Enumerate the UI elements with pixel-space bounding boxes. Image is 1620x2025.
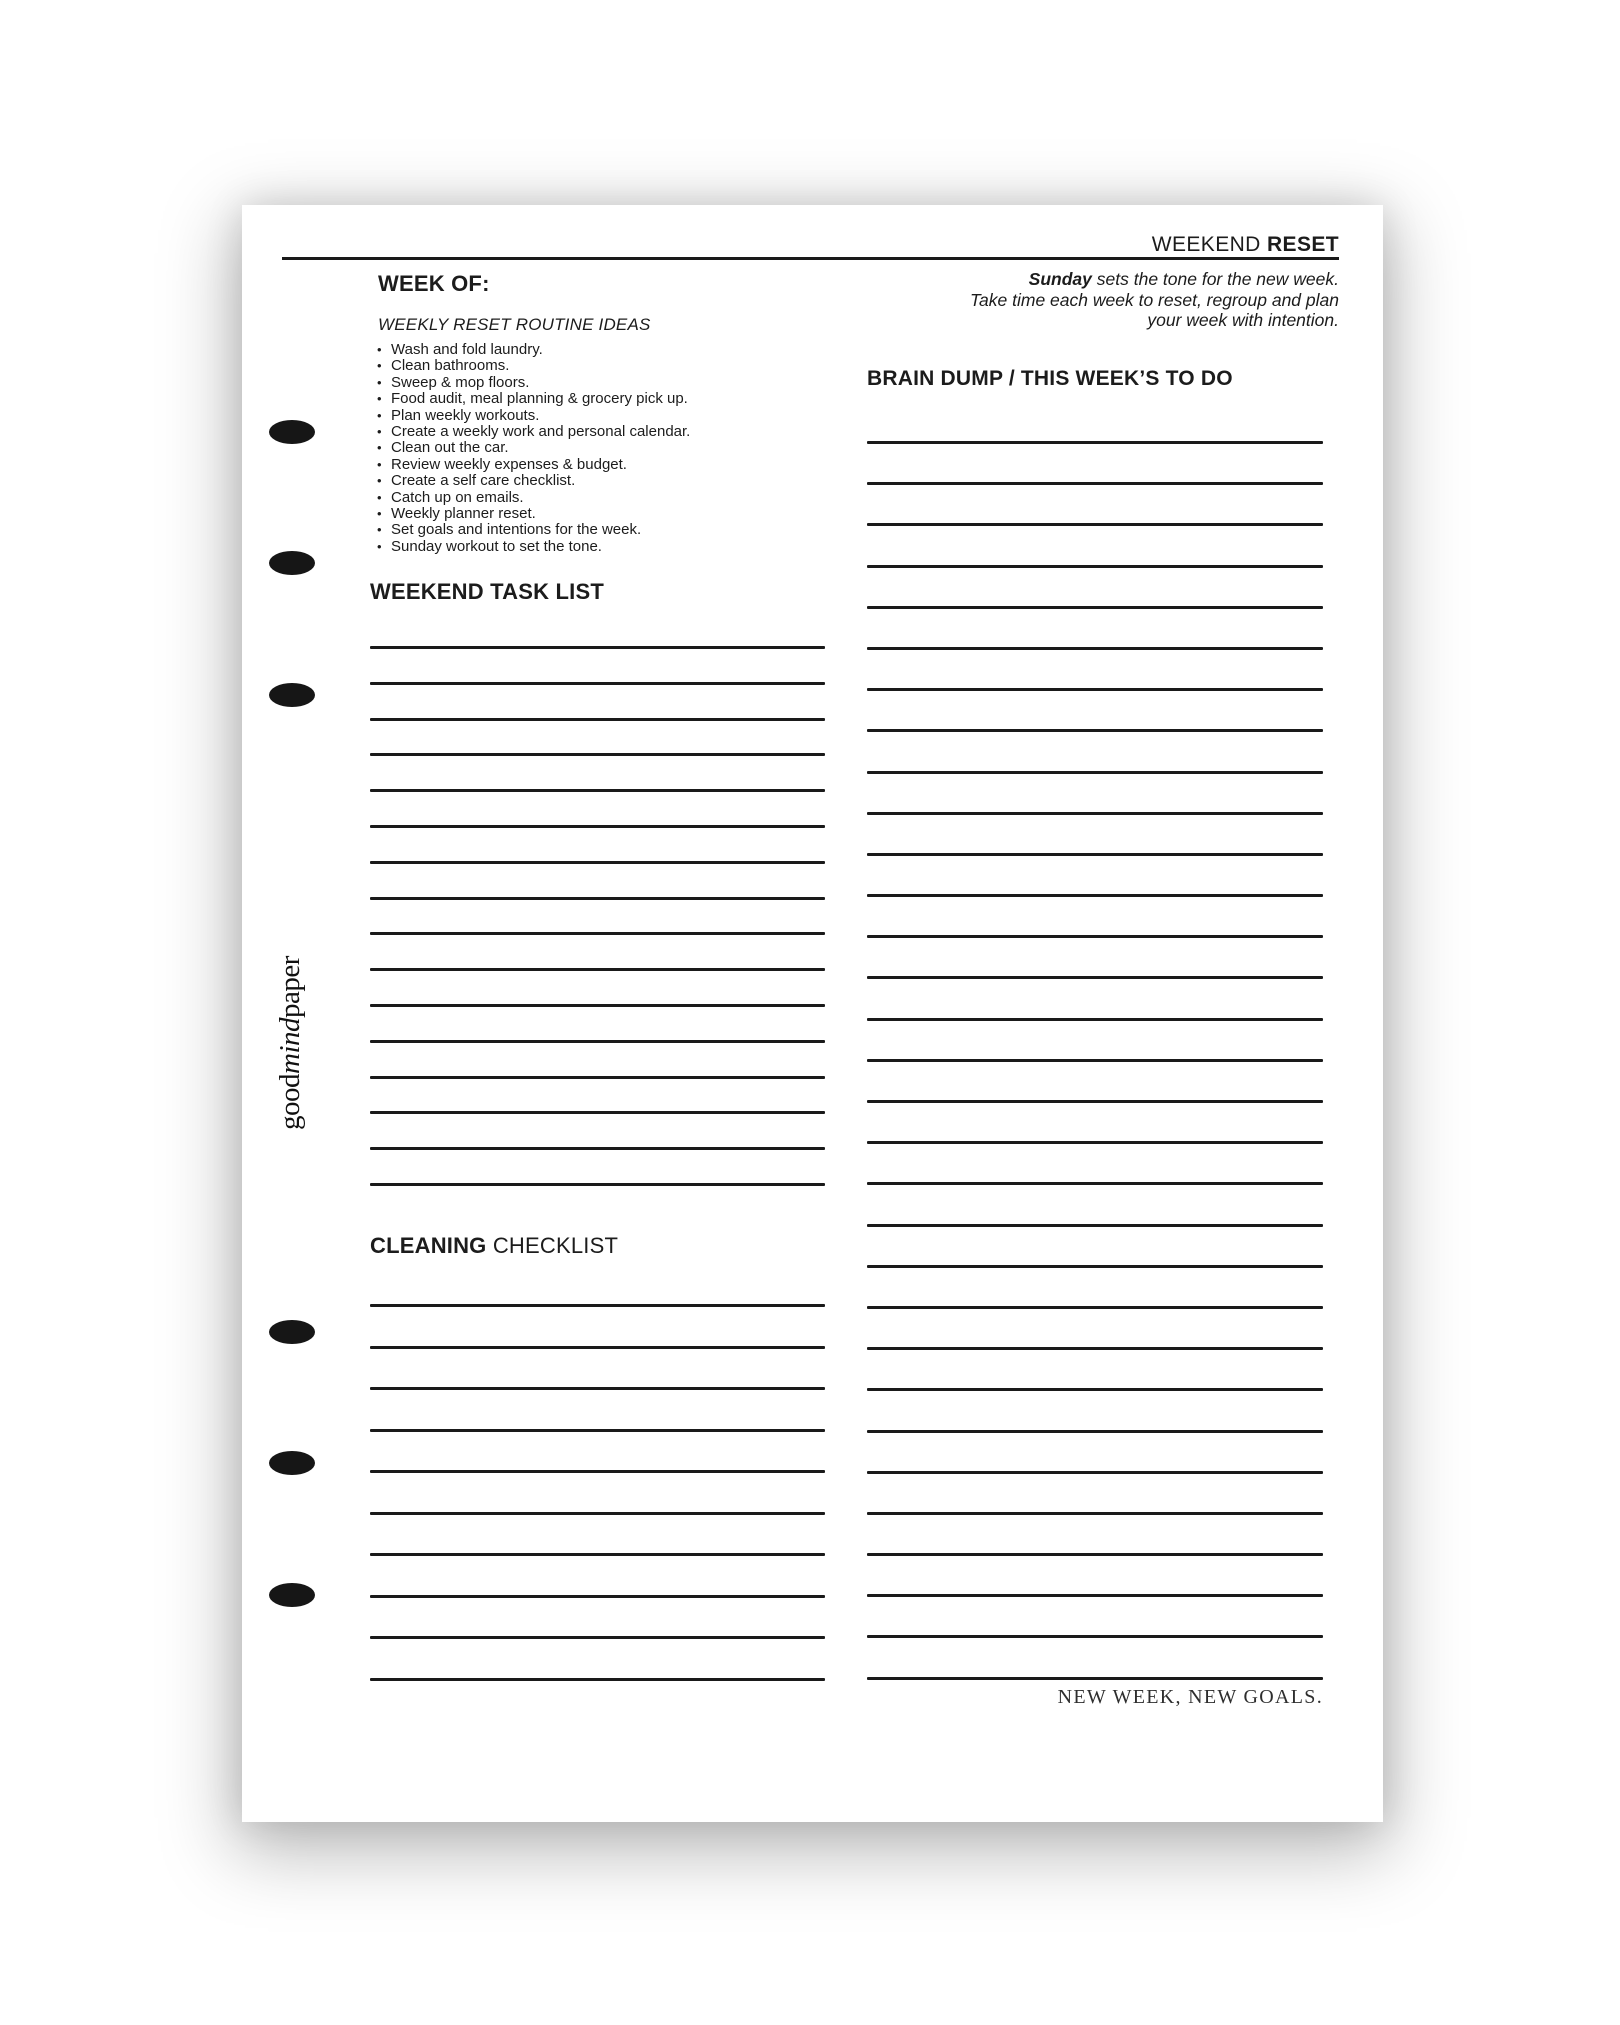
writing-line bbox=[370, 1387, 825, 1390]
bullet-icon: • bbox=[377, 374, 382, 390]
routine-item-text: Set goals and intentions for the week. bbox=[391, 521, 642, 539]
writing-line bbox=[370, 932, 825, 935]
routine-ideas-list bbox=[370, 342, 840, 555]
writing-line bbox=[867, 523, 1323, 526]
writing-line bbox=[370, 1512, 825, 1515]
routine-item-text: Plan weekly workouts. bbox=[391, 406, 540, 424]
writing-line bbox=[370, 825, 825, 828]
writing-line bbox=[370, 753, 825, 756]
writing-line bbox=[370, 1553, 825, 1556]
cleaning-heading-rest: CHECKLIST bbox=[492, 1233, 619, 1258]
header-rule bbox=[282, 257, 1339, 260]
intro-line-2: Take time each week to reset, regroup and plan bbox=[969, 289, 1339, 310]
writing-line bbox=[370, 1595, 825, 1598]
writing-line bbox=[867, 1265, 1323, 1268]
brain-dump-lines bbox=[867, 441, 1323, 1680]
cleaning-checklist-heading bbox=[370, 1233, 618, 1259]
binder-hole bbox=[269, 1451, 315, 1475]
routine-item bbox=[370, 408, 840, 424]
writing-line bbox=[370, 718, 825, 721]
bullet-icon: • bbox=[377, 440, 382, 456]
writing-line bbox=[867, 894, 1323, 897]
routine-item bbox=[370, 440, 840, 456]
writing-line bbox=[867, 606, 1323, 609]
routine-item-text: Catch up on emails. bbox=[391, 488, 524, 506]
page-title-prefix: WEEKEND bbox=[1151, 233, 1261, 256]
cleaning-checklist-lines bbox=[370, 1304, 825, 1681]
planner-page bbox=[242, 205, 1383, 1822]
intro-line-1 bbox=[867, 269, 1339, 290]
writing-line bbox=[370, 1147, 825, 1150]
writing-line bbox=[867, 565, 1323, 568]
page-title bbox=[1152, 234, 1339, 256]
routine-item bbox=[370, 342, 840, 358]
writing-line bbox=[867, 1141, 1323, 1144]
writing-line bbox=[867, 482, 1323, 485]
bullet-icon: • bbox=[377, 473, 382, 489]
writing-line bbox=[867, 1471, 1323, 1474]
writing-line bbox=[867, 853, 1323, 856]
bullet-icon: • bbox=[377, 538, 382, 554]
writing-line bbox=[867, 812, 1323, 815]
intro-line-1-rest: sets the tone for the new week. bbox=[1096, 269, 1339, 289]
routine-item bbox=[370, 539, 840, 555]
routine-item-text: Sweep & mop floors. bbox=[391, 373, 530, 391]
routine-item-text: Weekly planner reset. bbox=[391, 505, 536, 523]
binder-hole bbox=[269, 1583, 315, 1607]
writing-line bbox=[370, 1346, 825, 1349]
routine-item bbox=[370, 358, 840, 374]
bullet-icon: • bbox=[377, 407, 382, 423]
writing-line bbox=[370, 1636, 825, 1639]
writing-line bbox=[867, 647, 1323, 650]
routine-item-text: Create a self care checklist. bbox=[391, 472, 576, 490]
routine-item-text: Food audit, meal planning & grocery pick up. bbox=[391, 390, 688, 408]
writing-line bbox=[867, 1553, 1323, 1556]
brand-segment-paper: paper bbox=[274, 956, 306, 1018]
binder-hole bbox=[269, 1320, 315, 1344]
routine-item bbox=[370, 522, 840, 538]
writing-line bbox=[867, 1224, 1323, 1227]
routine-item bbox=[370, 375, 840, 391]
writing-line bbox=[370, 1111, 825, 1114]
weekend-task-lines bbox=[370, 646, 825, 1186]
writing-line bbox=[867, 976, 1323, 979]
writing-line bbox=[867, 1388, 1323, 1391]
writing-line bbox=[867, 1306, 1323, 1309]
writing-line bbox=[867, 935, 1323, 938]
routine-item bbox=[370, 424, 840, 440]
writing-line bbox=[867, 1182, 1323, 1185]
writing-line bbox=[370, 861, 825, 864]
brand-logo bbox=[274, 938, 307, 1130]
writing-line bbox=[867, 1635, 1323, 1638]
writing-line bbox=[370, 897, 825, 900]
bullet-icon: • bbox=[377, 506, 382, 522]
writing-line bbox=[867, 1347, 1323, 1350]
writing-line bbox=[867, 1100, 1323, 1103]
writing-line bbox=[867, 1594, 1323, 1597]
routine-item bbox=[370, 506, 840, 522]
routine-item-text: Clean out the car. bbox=[391, 439, 509, 457]
writing-line bbox=[370, 968, 825, 971]
routine-item-text: Create a weekly work and personal calendar. bbox=[391, 423, 691, 441]
writing-line bbox=[867, 1677, 1323, 1680]
writing-line bbox=[370, 1470, 825, 1473]
intro-line-3: your week with intention. bbox=[1147, 310, 1339, 330]
writing-line bbox=[867, 771, 1323, 774]
writing-line bbox=[867, 688, 1323, 691]
brand-segment-good: good bbox=[274, 1074, 306, 1130]
routine-item-text: Clean bathrooms. bbox=[391, 357, 510, 375]
writing-line bbox=[867, 1059, 1323, 1062]
intro-text bbox=[867, 269, 1339, 331]
writing-line bbox=[370, 682, 825, 685]
bullet-icon: • bbox=[377, 391, 382, 407]
writing-line bbox=[370, 1304, 825, 1307]
brand-segment-mind: mind bbox=[274, 1018, 306, 1074]
routine-item bbox=[370, 473, 840, 489]
routine-item bbox=[370, 490, 840, 506]
bullet-icon: • bbox=[377, 358, 382, 374]
writing-line bbox=[867, 729, 1323, 732]
week-of-label: WEEK OF: bbox=[378, 271, 490, 296]
writing-line bbox=[370, 1004, 825, 1007]
bullet-icon: • bbox=[377, 456, 382, 472]
writing-line bbox=[370, 1429, 825, 1432]
routine-item-text: Wash and fold laundry. bbox=[391, 341, 543, 358]
writing-line bbox=[370, 646, 825, 649]
binder-hole bbox=[269, 420, 315, 444]
routine-item bbox=[370, 391, 840, 407]
writing-line bbox=[867, 1018, 1323, 1021]
binder-hole bbox=[269, 683, 315, 707]
bullet-icon: • bbox=[377, 489, 382, 505]
writing-line bbox=[370, 1678, 825, 1681]
writing-line bbox=[867, 1512, 1323, 1515]
footer-tagline: NEW WEEK, NEW GOALS. bbox=[1057, 1686, 1323, 1708]
writing-line bbox=[370, 789, 825, 792]
intro-emphasis: Sunday bbox=[1028, 269, 1092, 289]
bullet-icon: • bbox=[377, 342, 382, 357]
bullet-icon: • bbox=[377, 522, 382, 538]
routine-item bbox=[370, 457, 840, 473]
routine-item-text: Review weekly expenses & budget. bbox=[391, 455, 627, 473]
page-title-emphasis: RESET bbox=[1266, 233, 1339, 256]
writing-line bbox=[370, 1040, 825, 1043]
writing-line bbox=[370, 1183, 825, 1186]
routine-item-text: Sunday workout to set the tone. bbox=[391, 537, 602, 555]
weekend-task-list-heading: WEEKEND TASK LIST bbox=[370, 579, 604, 604]
binder-hole bbox=[269, 551, 315, 575]
bullet-icon: • bbox=[377, 424, 382, 440]
brain-dump-heading: BRAIN DUMP / THIS WEEK’S TO DO bbox=[867, 367, 1233, 390]
writing-line bbox=[867, 441, 1323, 444]
writing-line bbox=[867, 1430, 1323, 1433]
writing-line bbox=[370, 1076, 825, 1079]
cleaning-heading-emphasis: CLEANING bbox=[370, 1233, 487, 1258]
routine-ideas-heading: WEEKLY RESET ROUTINE IDEAS bbox=[378, 315, 651, 334]
